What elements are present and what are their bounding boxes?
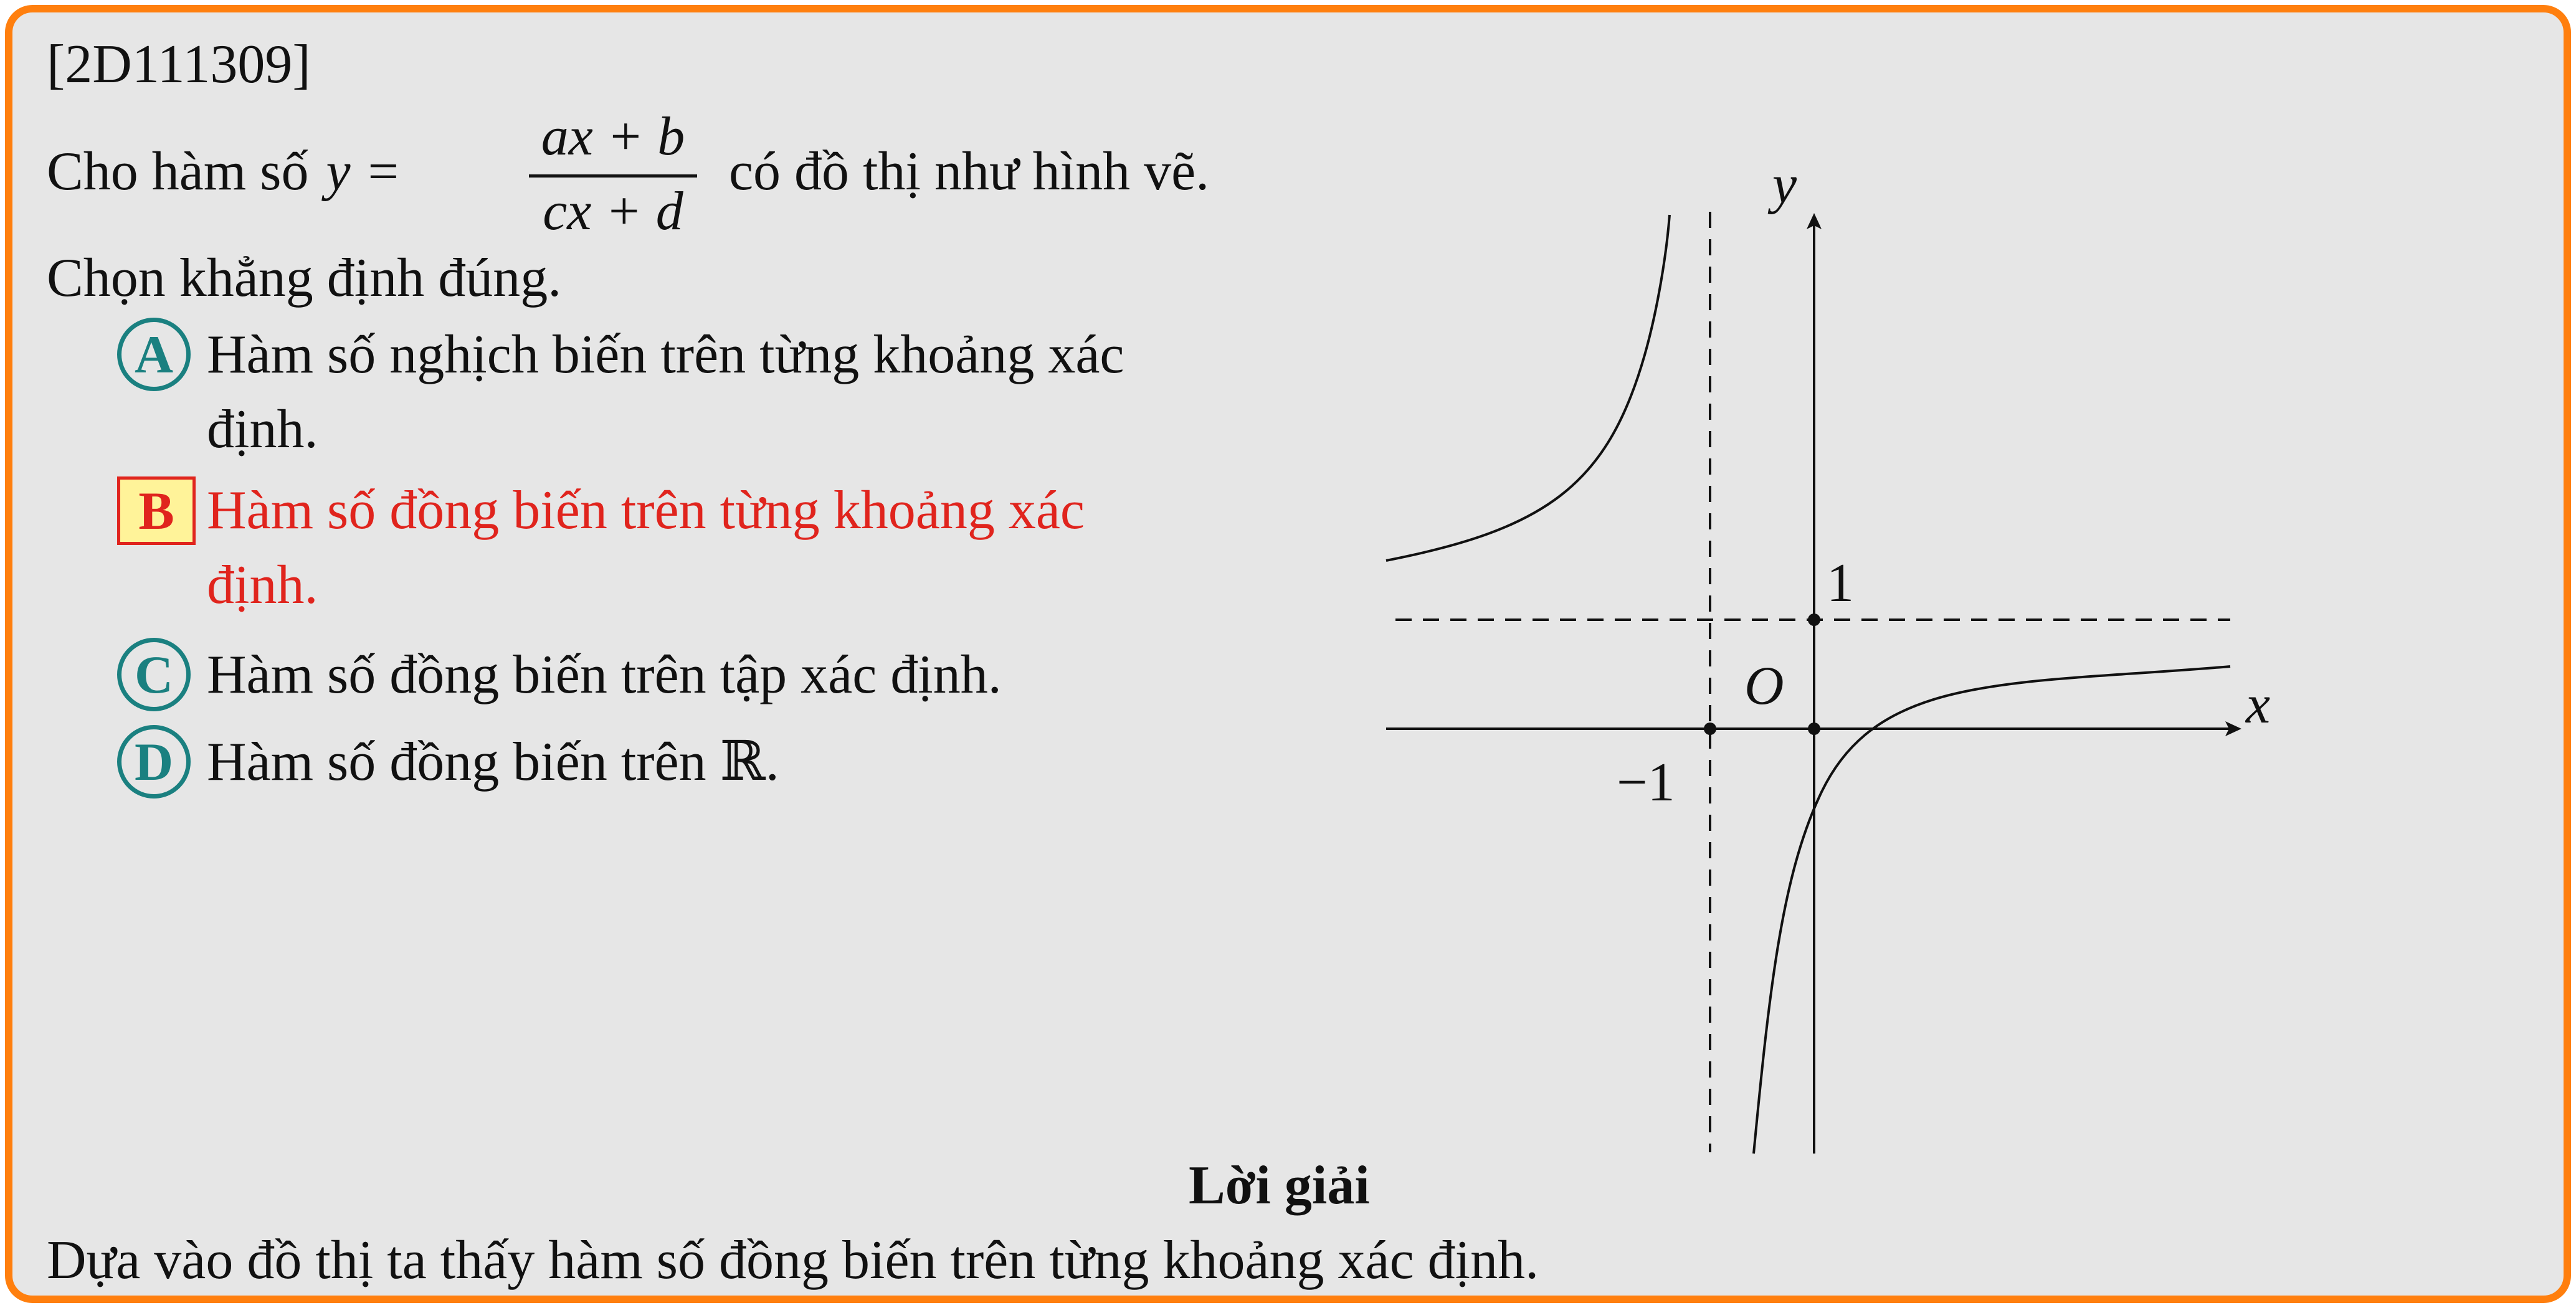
solution-title: Lời giải bbox=[1189, 1155, 1370, 1216]
point-y-one bbox=[1808, 614, 1820, 626]
tick-minus-one-label: −1 bbox=[1617, 752, 1675, 813]
option-a-line2[interactable]: định. bbox=[207, 399, 318, 460]
equals-sign: = bbox=[368, 141, 399, 202]
intro-suffix: có đồ thị như hình vẽ. bbox=[729, 141, 1210, 202]
function-fraction bbox=[526, 106, 700, 246]
fraction-numerator: ax + b bbox=[541, 107, 685, 167]
option-a-line1[interactable]: Hàm số nghịch biến trên từng khoảng xác bbox=[207, 325, 1124, 385]
point-x-minus-one bbox=[1704, 723, 1716, 735]
option-c-line1[interactable]: Hàm số đồng biến trên tập xác định. bbox=[207, 645, 1002, 705]
question-code: [2D111309] bbox=[47, 34, 311, 95]
function-graph bbox=[1383, 149, 2317, 1165]
question-card bbox=[5, 5, 2571, 1303]
option-a-badge[interactable]: A bbox=[117, 318, 191, 391]
intro-prefix: Cho hàm số bbox=[47, 141, 309, 202]
question-intro bbox=[47, 141, 416, 202]
option-c-badge[interactable]: C bbox=[117, 638, 191, 711]
point-origin bbox=[1808, 723, 1820, 735]
var-y: y bbox=[326, 141, 351, 202]
origin-label: O bbox=[1744, 656, 1784, 716]
option-d-badge[interactable]: D bbox=[117, 725, 191, 799]
x-axis-label: x bbox=[2246, 675, 2271, 735]
option-b-line1[interactable]: Hàm số đồng biến trên từng khoảng xác bbox=[207, 480, 1085, 541]
y-axis-label: y bbox=[1772, 154, 1797, 215]
option-b-line2[interactable]: định. bbox=[207, 555, 318, 615]
curve-left-branch bbox=[1386, 215, 1670, 561]
fraction-denominator: cx + d bbox=[543, 181, 683, 242]
curve-right-branch bbox=[1754, 666, 2230, 1154]
solution-text: Dựa vào đồ thị ta thấy hàm số đồng biến trên từng khoảng xác định. bbox=[47, 1230, 1539, 1291]
tick-one-label: 1 bbox=[1827, 553, 1854, 614]
instruction-text: Chọn khẳng định đúng. bbox=[47, 248, 562, 308]
option-d-line1[interactable]: Hàm số đồng biến trên ℝ. bbox=[207, 732, 779, 792]
option-b-badge[interactable]: B bbox=[117, 476, 196, 545]
